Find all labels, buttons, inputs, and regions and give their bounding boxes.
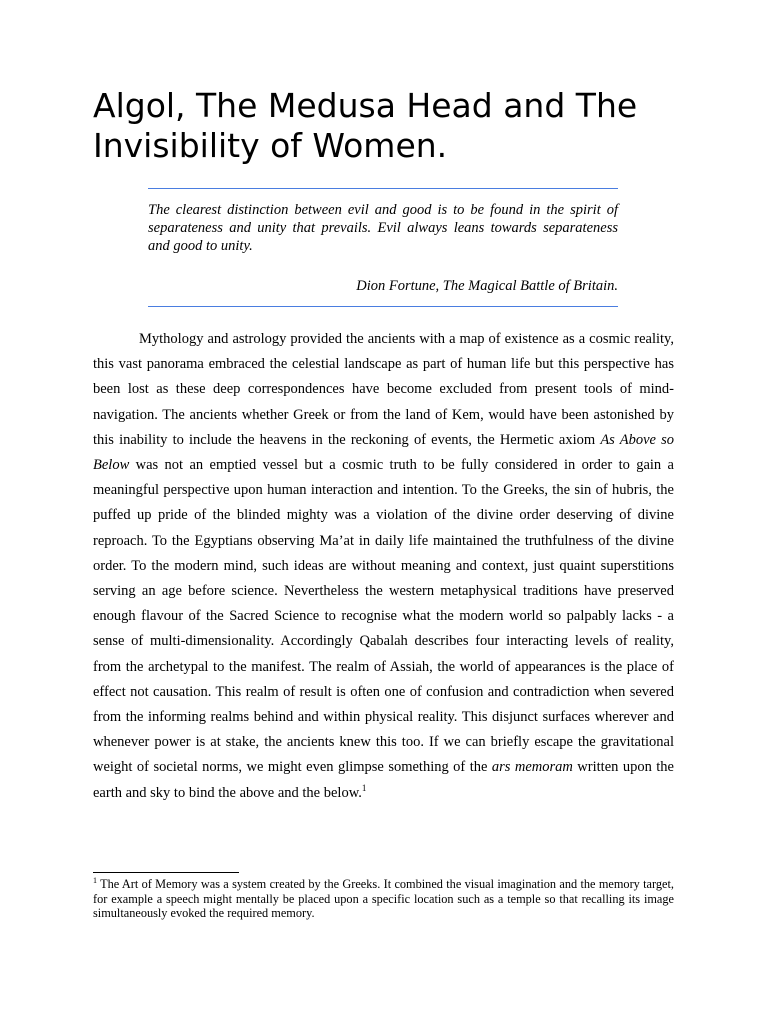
body-text-part: written upon the earth and sky to bind the above and the below. <box>93 759 674 801</box>
body-text-part: Mythology and astrology provided the ancients with a map of existence as a cosmic reality, this vast panorama embraced the celestial landscape as part of human life but this perspective has been lost as these deep correspondences have become excluded from present tools of mind-navigation. The ancients whether Greek or from the land of Kem, would have been astonished by this inability to include the heavens in the reckoning of events, the Hermetic axiom <box>93 331 674 448</box>
body-italic-phrase: ars memoram <box>491 759 573 776</box>
epigraph-attribution: Dion Fortune, The Magical Battle of Britain. <box>356 278 618 294</box>
epigraph-quote: The clearest distinction between evil and good is to be found in the spirit of separateness and unity that prevails. Evil always leans towards separateness and good to unity. <box>148 202 618 254</box>
document-title: Algol, The Medusa Head and The Invisibility of Women. <box>93 86 638 165</box>
body-paragraph <box>93 327 674 806</box>
epigraph-bottom-rule <box>148 306 618 307</box>
body-text-part: was not an emptied vessel but a cosmic truth to be fully considered in order to gain a meaningful perspective upon human interaction and intention. To the Greeks, the sin of hubris, the puffed up pride of the blinded mighty was a violation of the divine order deserving of divine reproach. To the Egyptians observing Ma’at in daily life maintained the truthfulness of the divine order. To the modern mind, such ideas are without meaning and context, just quaint superstitions serving an age before science. Nevertheless the western metaphysical traditions have preserved enough flavour of the Sacred Science to recognise what the modern world so palpably lacks - a sense of multi-dimensionality. Accordingly Qabalah describes four interacting levels of reality, from the archetypal to the manifest. The realm of Assiah, the world of appearances is the place of effect not causation. This realm of result is often one of confusion and contradiction when severed from the informing realms behind and within physical reality. This disjunct surfaces wherever and whenever power is at stake, the ancients knew this too. If we can briefly escape the gravitational weight of societal norms, we might even glimpse something of the <box>93 457 674 776</box>
footnote-text: The Art of Memory was a system created by the Greeks. It combined the visual imagination and the memory target, for example a speech might mentally be placed upon a specific location such as a temple so that recalling its image simultaneously evoked the required memory. <box>93 877 674 920</box>
footnote-separator <box>93 872 239 873</box>
footnote-reference[interactable]: 1 <box>361 782 367 793</box>
body-italic-phrase: As Above so Below <box>93 431 674 474</box>
footnote <box>93 877 674 921</box>
footnote-marker: 1 <box>93 875 97 885</box>
epigraph-top-rule <box>148 188 618 189</box>
